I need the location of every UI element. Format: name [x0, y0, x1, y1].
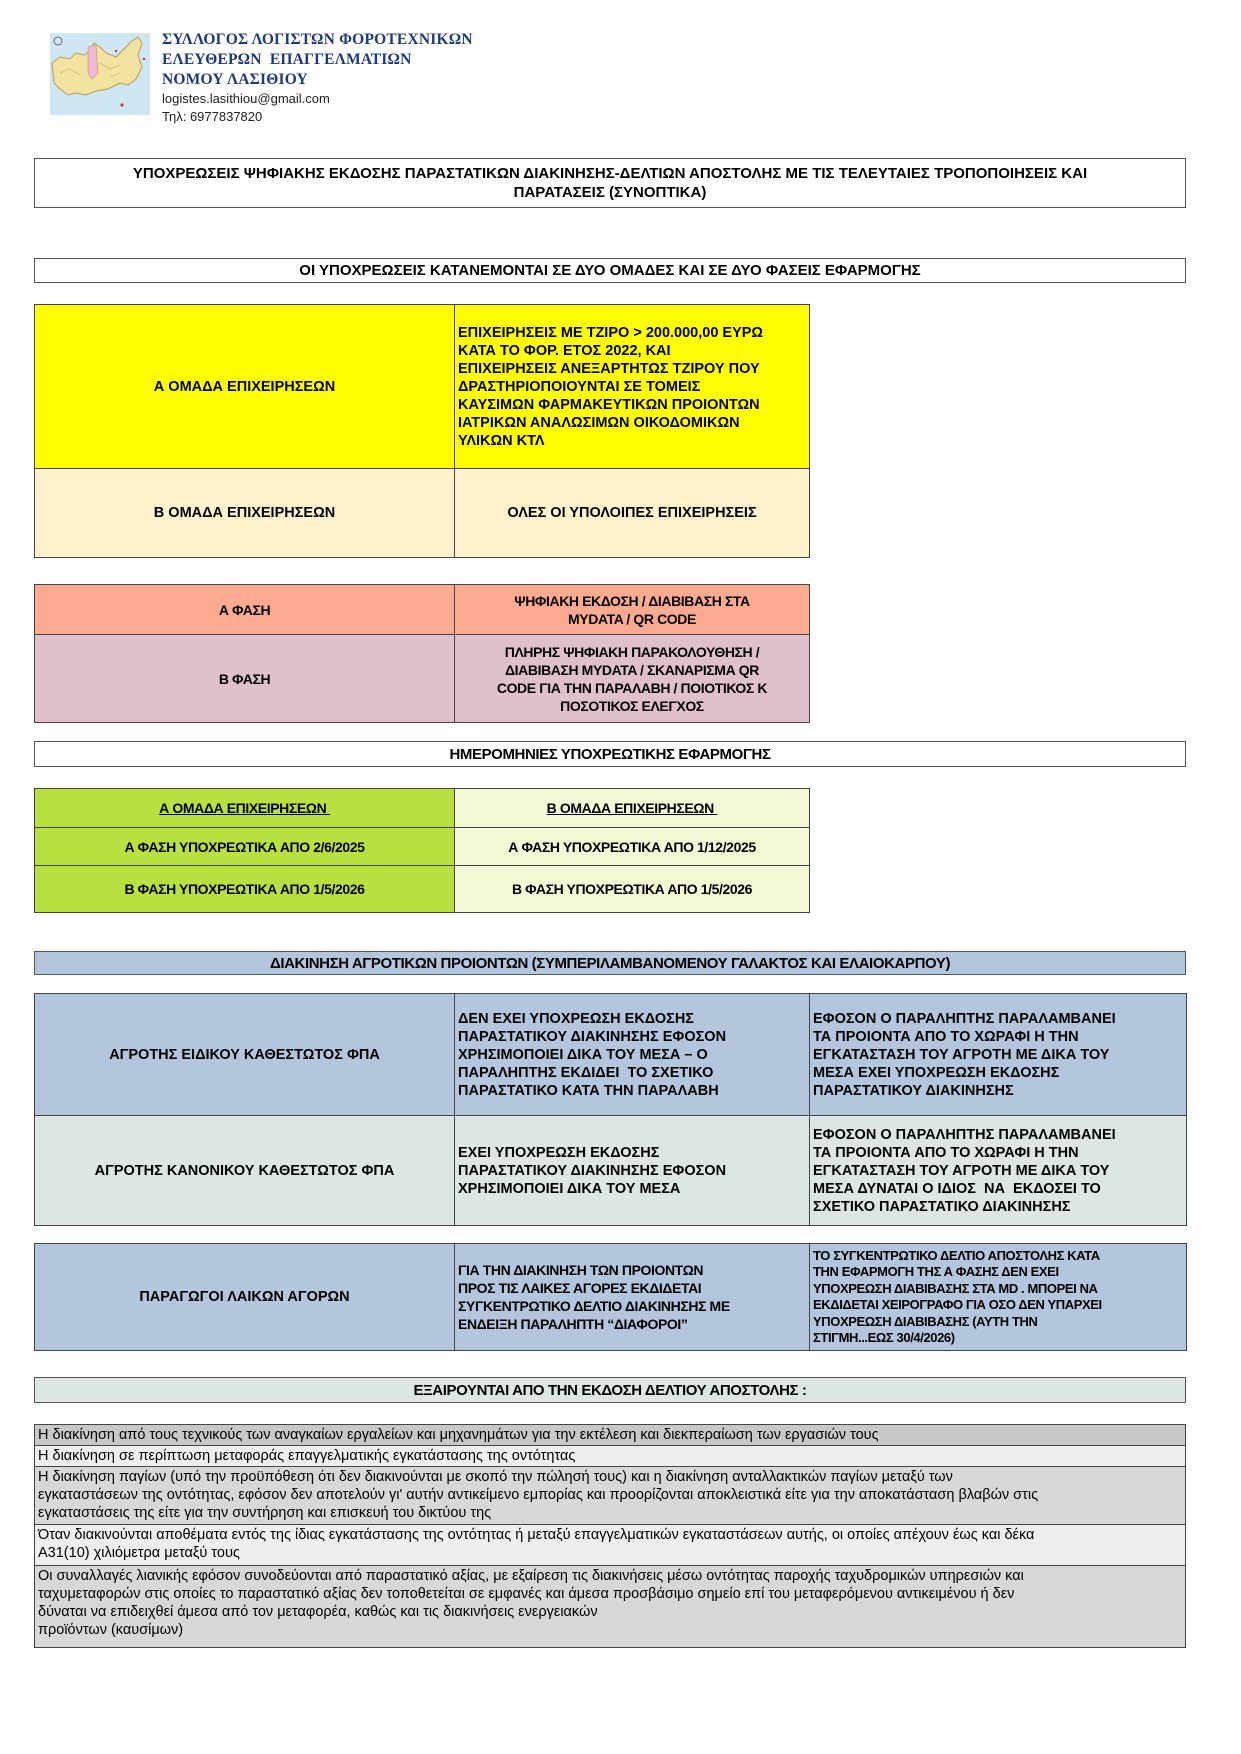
desc-line: ΣΤΙΓΜΗ...ΕΩΣ 30/4/2026) — [813, 1330, 955, 1345]
normal-vat-farmer-receiver-note — [810, 1116, 1187, 1226]
desc-line: ΔΕΝ ΕΧΕΙ ΥΠΟΧΡΕΩΣΗ ΕΚΔΟΣΗΣ — [458, 1010, 694, 1027]
crete-map-icon — [50, 33, 150, 115]
org-name-line1: ΣΥΛΛΟΓΟΣ ΛΟΓΙΣΤΩΝ ΦΟΡΟΤΕΧΝΙΚΩΝ — [162, 31, 473, 48]
desc-line: ΕΓΚΑΤΑΣΤΑΣΗ ΤΟΥ ΑΓΡΟΤΗ ΜΕ ΔΙΚΑ ΤΟΥ — [813, 1162, 1110, 1179]
desc-line: ΤΑ ΠΡΟΙΟΝΤΑ ΑΠΟ ΤΟ ΧΩΡΑΦΙ Η ΤΗΝ — [813, 1144, 1079, 1161]
table-row — [35, 789, 810, 828]
desc-line: ΕΠΙΧΕΙΡΗΣΕΙΣ ΑΝΕΞΑΡΤΗΤΩΣ ΤΖΙΡΟΥ ΠΟΥ — [458, 360, 760, 377]
page-title-line2: ΠΑΡΑΤΑΣΕΙΣ (ΣΥΝΟΠΤΙΚΑ) — [513, 184, 707, 201]
desc-line: ΕΚΔΙΔΕΤΑΙ ΧΕΙΡΟΓΡΑΦΟ ΓΙΑ ΟΣΟ ΔΕΝ ΥΠΑΡΧΕΙ — [813, 1297, 1102, 1312]
exemption-line: εγκαταστάσεων της οντότητας, εφόσον δεν αποτελούν γι' αυτήν αντικείμενο εμπορίας και προορίζονται αποκλειστικά είτε για την αποκατάσταση βλαβών στις — [38, 1487, 1039, 1503]
group-a-label: Α ΟΜΑΔΑ ΕΠΙΧΕΙΡΗΣΕΩΝ — [35, 305, 455, 469]
desc-line: ΔΙΑΒΙΒΑΣΗ MYDATA / ΣΚΑΝΑΡΙΣΜΑ QR — [505, 661, 759, 678]
group-a-phase-a-date: Α ΦΑΣΗ ΥΠΟΧΡΕΩΤΙΚΑ ΑΠΟ 2/6/2025 — [35, 828, 455, 866]
desc-line: ΧΡΗΣΙΜΟΠΟΙΕΙ ΔΙΚΑ ΤΟΥ ΜΕΣΑ — [458, 1180, 681, 1197]
desc-line: ΠΑΡΑΣΤΑΤΙΚΟΥ ΔΙΑΚΙΝΗΣΗΣ — [813, 1082, 1014, 1099]
table-row — [35, 1244, 1187, 1351]
desc-line: ΠΑΡΑΣΤΑΤΙΚΟ ΚΑΤΑ ΤΗΝ ΠΑΡΑΛΑΒΗ — [458, 1082, 719, 1099]
group-b-phase-a-date: Α ΦΑΣΗ ΥΠΟΧΡΕΩΤΙΚΑ ΑΠΟ 1/12/2025 — [455, 828, 810, 866]
exemption-line: ταχυμεταφορών στις οποίες το παραστατικό αξίας δεν τοποθετείται σε εμφανές και άμεσα προσβάσιμο σημείο επί του μεταφερόμενου αντικειμένου ή δεν — [38, 1586, 1015, 1602]
exemption-line: Οι συναλλαγές λιανικής εφόσον συνοδεύονται από παραστατικό αξίας, με εξαίρεση τις διακινήσεις μέσω οντότητας παροχής ταχυδρομικών υπηρεσιών και — [38, 1568, 1024, 1584]
exemptions-heading: ΕΞΑΙΡΟΥΝΤΑΙ ΑΠΟ ΤΗΝ ΕΚΔΟΣΗ ΔΕΛΤΙΟΥ ΑΠΟΣΤΟΛΗΣ : — [34, 1377, 1186, 1403]
exemptions-table — [34, 1424, 1186, 1648]
desc-line: ΠΡΟΣ ΤΙΣ ΛΑΙΚΕΣ ΑΓΟΡΕΣ ΕΚΔΙΔΕΤΑΙ — [458, 1280, 702, 1296]
exemption-line: Όταν διακινούνται αποθέματα εντός της ίδιας εγκατάστασης της οντότητας ή μεταξύ επαγγελματικών εγκαταστάσεων αυτής, οι οποίες απέχουν έως και δέκα — [38, 1527, 1035, 1543]
desc-line: ΕΦΟΣΟΝ Ο ΠΑΡΑΛΗΠΤΗΣ ΠΑΡΑΛΑΜΒΑΝΕΙ — [813, 1010, 1116, 1027]
table-row — [35, 1425, 1186, 1446]
phase-b-description — [455, 635, 810, 723]
desc-line: ΠΟΣΟΤΙΚΟΣ ΕΛΕΓΧΟΣ — [560, 697, 704, 714]
dates-table — [34, 788, 810, 913]
desc-line: ΚΑΤΑ ΤΟ ΦΟΡ. ΕΤΟΣ 2022, ΚΑΙ — [458, 342, 671, 359]
groups-heading: ΟΙ ΥΠΟΧΡΕΩΣΕΙΣ ΚΑΤΑΝΕΜΟΝΤΑΙ ΣΕ ΔΥΟ ΟΜΑΔΕΣ ΚΑΙ ΣΕ ΔΥΟ ΦΑΣΕΙΣ ΕΦΑΡΜΟΓΗΣ — [34, 258, 1186, 283]
desc-line: ΣΥΓΚΕΝΤΡΩΤΙΚΟ ΔΕΛΤΙΟ ΔΙΑΚΙΝΗΣΗΣ ΜΕ — [458, 1298, 730, 1314]
desc-line: ΠΑΡΑΛΗΠΤΗΣ ΕΚΔΙΔΕΙ ΤΟ ΣΧΕΤΙΚΟ — [458, 1064, 714, 1081]
group-a-phase-b-date: Β ΦΑΣΗ ΥΠΟΧΡΕΩΤΙΚΑ ΑΠΟ 1/5/2026 — [35, 866, 455, 913]
page-title-line1: ΥΠΟΧΡΕΩΣΕΙΣ ΨΗΦΙΑΚΗΣ ΕΚΔΟΣΗΣ ΠΑΡΑΣΤΑΤΙΚΩΝ ΔΙΑΚΙΝΗΣΗΣ-ΔΕΛΤΙΩΝ ΑΠΟΣΤΟΛΗΣ ΜΕ ΤΙΣ ΤΕΛΕΥΤΑΙΕΣ ΤΡΟΠΟΠΟΙΗΣΕΙΣ ΚΑΙ — [132, 165, 1088, 182]
normal-vat-farmer-label: ΑΓΡΟΤΗΣ ΚΑΝΟΝΙΚΟΥ ΚΑΘΕΣΤΩΤΟΣ ΦΠΑ — [35, 1116, 455, 1226]
group-a-header-text: Α ΟΜΑΔΑ ΕΠΙΧΕΙΡΗΣΕΩΝ — [159, 800, 330, 816]
desc-line: ΥΠΟΧΡΕΩΣΗ ΔΙΑΒΙΒΑΣΗΣ (ΑΥΤΗ ΤΗΝ — [813, 1313, 1038, 1329]
desc-line: ΨΗΦΙΑΚΗ ΕΚΔΟΣΗ / ΔΙΑΒΙΒΑΣΗ ΣΤΑ — [514, 592, 750, 609]
special-vat-farmer-obligation — [455, 994, 810, 1116]
desc-line: ΕΝΔΕΙΞΗ ΠΑΡΑΛΗΠΤΗ “ΔΙΑΦΟΡΟΙ” — [458, 1316, 688, 1332]
special-vat-farmer-receiver-note — [810, 994, 1187, 1116]
exemption-line: δύναται να επιδειχθεί άμεσα από τον μεταφορέα, καθώς και τις διακινήσεις ενεργειακών — [38, 1604, 598, 1620]
market-producers-label: ΠΑΡΑΓΩΓΟΙ ΛΑΙΚΩΝ ΑΓΟΡΩΝ — [35, 1244, 455, 1351]
desc-line: ΥΛΙΚΩΝ ΚΤΛ — [458, 432, 545, 449]
phase-a-label: Α ΦΑΣΗ — [35, 585, 455, 635]
special-vat-farmer-label: ΑΓΡΟΤΗΣ ΕΙΔΙΚΟΥ ΚΑΘΕΣΤΩΤΟΣ ΦΠΑ — [35, 994, 455, 1116]
desc-line: ΤΑ ΠΡΟΙΟΝΤΑ ΑΠΟ ΤΟ ΧΩΡΑΦΙ Η ΤΗΝ — [813, 1028, 1079, 1045]
exemption-item — [35, 1467, 1186, 1525]
desc-line: ΠΑΡΑΣΤΑΤΙΚΟΥ ΔΙΑΚΙΝΗΣΗΣ ΕΦΟΣΟΝ — [458, 1028, 727, 1045]
desc-line: ΤΗΝ ΕΦΑΡΜΟΓΗ ΤΗΣ Α ΦΑΣΗΣ ΔΕΝ ΕΧΕΙ — [813, 1264, 1059, 1279]
table-row — [35, 585, 810, 635]
exemption-item — [35, 1566, 1186, 1648]
exemption-line: Η διακίνηση παγίων (υπό την προϋπόθεση ότι δεν διακινούνται με σκοπό την πώλησή τους) και η διακίνηση ανταλλακτικών παγίων μεταξύ των — [38, 1469, 953, 1485]
normal-vat-farmer-obligation — [455, 1116, 810, 1226]
desc-line: ΓΙΑ ΤΗΝ ΔΙΑΚΙΝΗΣΗ ΤΩΝ ΠΡΟΙΟΝΤΩΝ — [458, 1262, 704, 1278]
desc-line: ΣΧΕΤΙΚΟ ΠΑΡΑΣΤΑΤΙΚΟ ΔΙΑΚΙΝΗΣΗΣ — [813, 1198, 1071, 1215]
desc-line: CODE ΓΙΑ ΤΗΝ ΠΑΡΑΛΑΒΗ / ΠΟΙΟΤΙΚΟΣ Κ — [496, 679, 768, 696]
agri-table — [34, 993, 1187, 1226]
desc-line: ΠΛΗΡΗΣ ΨΗΦΙΑΚΗ ΠΑΡΑΚΟΛΟΥΘΗΣΗ / — [504, 643, 760, 660]
org-name-line3: ΝΟΜΟΥ ΛΑΣΙΘΙΟΥ — [162, 71, 308, 88]
groups-table — [34, 304, 810, 558]
desc-line: ΧΡΗΣΙΜΟΠΟΙΕΙ ΔΙΚΑ ΤΟΥ ΜΕΣΑ – Ο — [458, 1046, 708, 1063]
phase-b-label: Β ΦΑΣΗ — [35, 635, 455, 723]
desc-line: ΜΕΣΑ ΕΧΕΙ ΥΠΟΧΡΕΩΣΗ ΕΚΔΟΣΗΣ — [813, 1064, 1060, 1081]
exemption-line: A31(10) χιλιόμετρα μεταξύ τους — [38, 1545, 240, 1561]
market-producers-table — [34, 1243, 1187, 1351]
group-b-dates-header — [455, 789, 810, 828]
exemption-line: Η διακίνηση σε περίπτωση μεταφοράς επαγγελματικής εγκατάστασης της οντότητας — [38, 1448, 576, 1464]
market-producers-note — [810, 1244, 1187, 1351]
desc-line: ΚΑΥΣΙΜΩΝ ΦΑΡΜΑΚΕΥΤΙΚΩΝ ΠΡΟΙΟΝΤΩΝ — [458, 396, 760, 413]
table-row — [35, 1525, 1186, 1566]
exemption-item — [35, 1425, 1186, 1446]
desc-line: ΕΠΙΧΕΙΡΗΣΕΙΣ ΜΕ ΤΖΙΡΟ > 200.000,00 ΕΥΡΩ — [458, 324, 764, 341]
desc-line: ΙΑΤΡΙΚΩΝ ΑΝΑΛΩΣΙΜΩΝ ΟΙΚΟΔΟΜΙΚΩΝ — [458, 414, 740, 431]
group-b-header-text: Β ΟΜΑΔΑ ΕΠΙΧΕΙΡΗΣΕΩΝ — [546, 800, 718, 816]
org-phone: Τηλ: 6977837820 — [162, 109, 263, 124]
org-email[interactable]: logistes.lasithiou@gmail.com — [162, 91, 330, 106]
table-row — [35, 1566, 1186, 1648]
desc-line: ΔΡΑΣΤΗΡΙΟΠΟΙΟΥΝΤΑΙ ΣΕ ΤΟΜΕΙΣ — [458, 378, 701, 395]
desc-line: ΕΓΚΑΤΑΣΤΑΣΗ ΤΟΥ ΑΓΡΟΤΗ ΜΕ ΔΙΚΑ ΤΟΥ — [813, 1046, 1110, 1063]
desc-line: ΥΠΟΧΡΕΩΣΗ ΔΙΑΒΙΒΑΣΗΣ ΣΤΑ MD . ΜΠΟΡΕΙ ΝΑ — [813, 1280, 1098, 1296]
table-row — [35, 1446, 1186, 1467]
group-b-label: Β ΟΜΑΔΑ ΕΠΙΧΕΙΡΗΣΕΩΝ — [35, 469, 455, 558]
agri-heading: ΔΙΑΚΙΝΗΣΗ ΑΓΡΟΤΙΚΩΝ ΠΡΟΙΟΝΤΩΝ (ΣΥΜΠΕΡΙΛΑΜΒΑΝΟΜΕΝΟΥ ΓΑΛΑΚΤΟΣ ΚΑΙ ΕΛΑΙΟΚΑΡΠΟΥ) — [34, 951, 1186, 975]
table-row — [35, 469, 810, 558]
table-row — [35, 1467, 1186, 1525]
desc-line: ΕΧΕΙ ΥΠΟΧΡΕΩΣΗ ΕΚΔΟΣΗΣ — [458, 1144, 660, 1161]
desc-line: ΤΟ ΣΥΓΚΕΝΤΡΩΤΙΚΟ ΔΕΛΤΙΟ ΑΠΟΣΤΟΛΗΣ ΚΑΤΑ — [813, 1247, 1100, 1263]
exemption-item — [35, 1446, 1186, 1467]
dates-heading: ΗΜΕΡΟΜΗΝΙΕΣ ΥΠΟΧΡΕΩΤΙΚΗΣ ΕΦΑΡΜΟΓΗΣ — [34, 741, 1186, 767]
phase-a-description — [455, 585, 810, 635]
desc-line: ΜΕΣΑ ΔΥΝΑΤΑΙ Ο ΙΔΙΟΣ ΝΑ ΕΚΔΟΣΕΙ ΤΟ — [813, 1180, 1101, 1197]
desc-line: MYDATA / QR CODE — [568, 610, 696, 627]
group-b-phase-b-date: Β ΦΑΣΗ ΥΠΟΧΡΕΩΤΙΚΑ ΑΠΟ 1/5/2026 — [455, 866, 810, 913]
group-a-dates-header — [35, 789, 455, 828]
market-producers-obligation — [455, 1244, 810, 1351]
group-b-description: ΟΛΕΣ ΟΙ ΥΠΟΛΟΙΠΕΣ ΕΠΙΧΕΙΡΗΣΕΙΣ — [455, 469, 810, 558]
table-row — [35, 635, 810, 723]
table-row — [35, 828, 810, 866]
group-a-description — [455, 305, 810, 469]
organization-header — [162, 30, 473, 126]
desc-line: ΕΦΟΣΟΝ Ο ΠΑΡΑΛΗΠΤΗΣ ΠΑΡΑΛΑΜΒΑΝΕΙ — [813, 1126, 1116, 1143]
exemption-item — [35, 1525, 1186, 1566]
exemption-line: εγκαταστάσεις της είτε για την συντήρηση και επισκευή του δικτύου της — [38, 1505, 492, 1521]
desc-line: ΠΑΡΑΣΤΑΤΙΚΟΥ ΔΙΑΚΙΝΗΣΗΣ ΕΦΟΣΟΝ — [458, 1162, 727, 1179]
page-title — [34, 158, 1186, 208]
table-row — [35, 305, 810, 469]
table-row — [35, 994, 1187, 1116]
table-row — [35, 1116, 1187, 1226]
exemption-line: προϊόντων (καυσίμων) — [38, 1622, 184, 1638]
table-row — [35, 866, 810, 913]
exemption-line: Η διακίνηση από τους τεχνικούς των αναγκαίων εργαλείων και μηχανημάτων για την εκτέλεση και διεκπεραίωση των εργασιών τους — [38, 1427, 879, 1443]
phases-table — [34, 584, 810, 723]
org-name-line2: ΕΛΕΥΘΕΡΩΝ ΕΠΑΓΓΕΛΜΑΤΙΩΝ — [162, 51, 412, 68]
